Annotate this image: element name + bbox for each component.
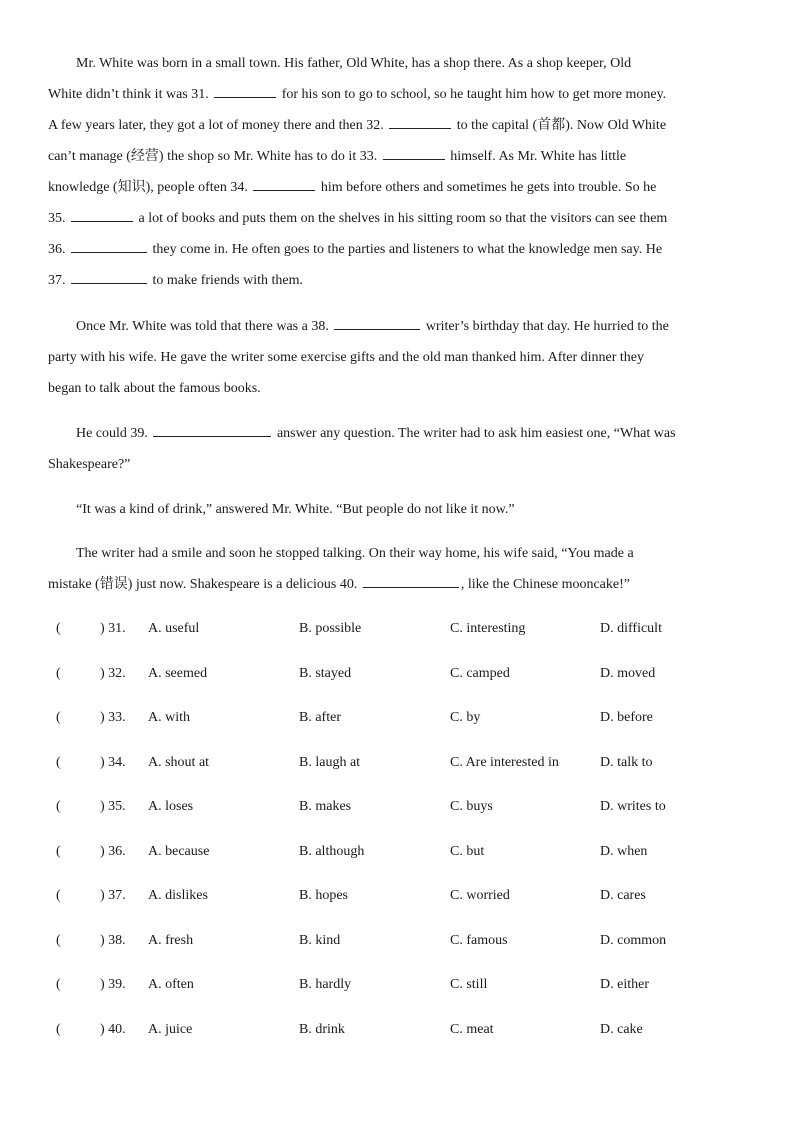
option-a: A. loses bbox=[148, 799, 194, 814]
passage-paragraph-4 bbox=[48, 494, 746, 525]
answer-paren[interactable]: ( bbox=[56, 977, 61, 992]
passage-line bbox=[48, 172, 746, 203]
option-b: B. although bbox=[299, 844, 365, 859]
passage-line bbox=[48, 569, 746, 600]
option-d: D. either bbox=[600, 977, 649, 992]
question-row-39 bbox=[48, 977, 748, 997]
option-a: A. juice bbox=[148, 1022, 193, 1037]
passage-line bbox=[48, 418, 746, 449]
answer-blank-32 bbox=[389, 114, 451, 129]
option-d: D. moved bbox=[600, 666, 656, 681]
option-a: A. often bbox=[148, 977, 194, 992]
question-number: ) 40. bbox=[100, 1022, 126, 1037]
line-text: they come in. He often goes to the parties and listeners to what the knowledge men say. He bbox=[149, 242, 663, 257]
option-d: D. talk to bbox=[600, 755, 653, 770]
question-number: ) 36. bbox=[100, 844, 126, 859]
question-number: ) 34. bbox=[100, 755, 126, 770]
line-text: Once Mr. White was told that there was a 38. bbox=[76, 319, 329, 334]
line-text: to make friends with them. bbox=[149, 273, 303, 288]
answer-paren[interactable]: ( bbox=[56, 933, 61, 948]
line-text: to the capital (首都). Now Old White bbox=[453, 118, 667, 133]
question-row-35 bbox=[48, 799, 748, 819]
option-b: B. drink bbox=[299, 1022, 345, 1037]
answer-paren[interactable]: ( bbox=[56, 844, 61, 859]
answer-paren[interactable]: ( bbox=[56, 666, 61, 681]
question-row-32 bbox=[48, 666, 748, 686]
option-a: A. useful bbox=[148, 621, 200, 636]
option-c: C. famous bbox=[450, 933, 508, 948]
answer-blank-36 bbox=[71, 238, 147, 253]
answer-paren[interactable]: ( bbox=[56, 1022, 61, 1037]
answer-paren[interactable]: ( bbox=[56, 799, 61, 814]
option-d: D. before bbox=[600, 710, 653, 725]
option-c: C. camped bbox=[450, 666, 510, 681]
question-row-40 bbox=[48, 1022, 748, 1042]
question-row-36 bbox=[48, 844, 748, 864]
option-a: A. shout at bbox=[148, 755, 210, 770]
question-number: ) 38. bbox=[100, 933, 126, 948]
line-text: He could 39. bbox=[76, 426, 148, 441]
answer-blank-39 bbox=[153, 422, 271, 437]
option-a: A. seemed bbox=[148, 666, 208, 681]
option-d: D. cake bbox=[600, 1022, 643, 1037]
answer-paren[interactable]: ( bbox=[56, 710, 61, 725]
line-text: himself. As Mr. White has little bbox=[446, 149, 627, 164]
line-text: 35. bbox=[48, 211, 66, 226]
question-row-33 bbox=[48, 710, 748, 730]
passage-line: Mr. White was born in a small town. His father, Old White, has a shop there. As a shop keeper, Old bbox=[76, 56, 632, 71]
answer-paren[interactable]: ( bbox=[56, 755, 61, 770]
option-a: A. fresh bbox=[148, 933, 194, 948]
passage-line bbox=[48, 79, 746, 110]
option-b: B. kind bbox=[299, 933, 341, 948]
passage-line bbox=[48, 265, 746, 296]
line-text: , like the Chinese mooncake!” bbox=[460, 577, 630, 592]
option-a: A. because bbox=[148, 844, 210, 859]
passage-paragraph-5 bbox=[48, 538, 746, 600]
option-c: C. interesting bbox=[450, 621, 526, 636]
question-row-34 bbox=[48, 755, 748, 775]
option-b: B. laugh at bbox=[299, 755, 361, 770]
option-c: C. still bbox=[450, 977, 488, 992]
line-text: 37. bbox=[48, 273, 66, 288]
answer-blank-34 bbox=[253, 176, 315, 191]
line-text: A few years later, they got a lot of money there and then 32. bbox=[48, 118, 384, 133]
passage-line bbox=[48, 110, 746, 141]
option-c: C. buys bbox=[450, 799, 493, 814]
option-d: D. writes to bbox=[600, 799, 666, 814]
question-number: ) 37. bbox=[100, 888, 126, 903]
line-text: mistake (错误) just now. Shakespeare is a delicious 40. bbox=[48, 577, 358, 592]
option-c: C. but bbox=[450, 844, 485, 859]
option-b: B. after bbox=[299, 710, 341, 725]
option-b: B. makes bbox=[299, 799, 352, 814]
question-number: ) 35. bbox=[100, 799, 126, 814]
line-text: knowledge (知识), people often 34. bbox=[48, 180, 248, 195]
passage-paragraph-3 bbox=[48, 418, 746, 480]
option-c: C. Are interested in bbox=[450, 755, 559, 770]
option-b: B. stayed bbox=[299, 666, 352, 681]
answer-paren[interactable]: ( bbox=[56, 888, 61, 903]
answer-blank-38 bbox=[334, 315, 420, 330]
passage-paragraph-2 bbox=[48, 311, 746, 404]
line-text: him before others and sometimes he gets into trouble. So he bbox=[317, 180, 657, 195]
question-row-38 bbox=[48, 933, 748, 953]
question-number: ) 32. bbox=[100, 666, 126, 681]
passage-line bbox=[48, 311, 746, 342]
answer-blank-33 bbox=[383, 145, 445, 160]
answer-blank-37 bbox=[71, 269, 147, 284]
question-number: ) 39. bbox=[100, 977, 126, 992]
option-d: D. when bbox=[600, 844, 648, 859]
passage-paragraph-1 bbox=[48, 48, 746, 296]
passage-line bbox=[48, 141, 746, 172]
option-b: B. possible bbox=[299, 621, 362, 636]
option-d: D. common bbox=[600, 933, 667, 948]
option-a: A. dislikes bbox=[148, 888, 208, 903]
option-c: C. worried bbox=[450, 888, 510, 903]
option-d: D. cares bbox=[600, 888, 646, 903]
question-number: ) 33. bbox=[100, 710, 126, 725]
line-text: a lot of books and puts them on the shelves in his sitting room so that the visitors can see them bbox=[135, 211, 668, 226]
passage-line: The writer had a smile and soon he stopped talking. On their way home, his wife said, “You made a bbox=[76, 546, 634, 561]
line-text: for his son to go to school, so he taught him how to get more money. bbox=[278, 87, 667, 102]
question-number: ) 31. bbox=[100, 621, 126, 636]
option-c: C. meat bbox=[450, 1022, 494, 1037]
passage-line: Shakespeare?” bbox=[48, 457, 131, 472]
line-text: answer any question. The writer had to ask him easiest one, “What was bbox=[273, 426, 676, 441]
question-row-31 bbox=[48, 621, 748, 641]
option-b: B. hardly bbox=[299, 977, 352, 992]
answer-blank-31 bbox=[214, 83, 276, 98]
option-d: D. difficult bbox=[600, 621, 662, 636]
answer-blank-40 bbox=[363, 573, 459, 588]
passage-line: “It was a kind of drink,” answered Mr. White. “But people do not like it now.” bbox=[76, 502, 515, 517]
line-text: writer’s birthday that day. He hurried to the bbox=[422, 319, 669, 334]
answer-blank-35 bbox=[71, 207, 133, 222]
passage-line bbox=[48, 234, 746, 265]
option-b: B. hopes bbox=[299, 888, 348, 903]
line-text: can’t manage (经营) the shop so Mr. White has to do it 33. bbox=[48, 149, 378, 164]
option-c: C. by bbox=[450, 710, 481, 725]
passage-line bbox=[48, 203, 746, 234]
passage-line: party with his wife. He gave the writer some exercise gifts and the old man thanked him. After dinner they bbox=[48, 350, 644, 365]
answer-paren[interactable]: ( bbox=[56, 621, 61, 636]
passage-line: began to talk about the famous books. bbox=[48, 381, 261, 396]
line-text: 36. bbox=[48, 242, 66, 257]
question-row-37 bbox=[48, 888, 748, 908]
option-a: A. with bbox=[148, 710, 190, 725]
line-text: White didn’t think it was 31. bbox=[48, 87, 209, 102]
